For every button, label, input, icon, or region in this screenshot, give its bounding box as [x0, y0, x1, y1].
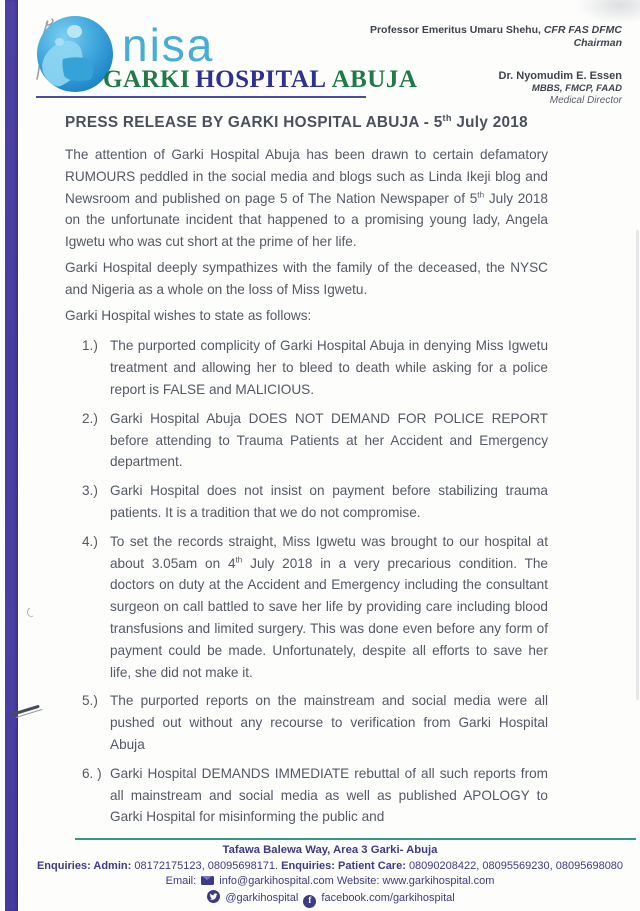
twitter-handle: @garkihospital — [225, 891, 299, 904]
brand-name: nisa — [122, 19, 215, 71]
official-medical-director — [370, 70, 622, 106]
website-label: Website: — [336, 875, 380, 888]
list-item-5: 5.) The purported reports on the mainstream and social media were all pushed out without any recourse to verification from Garki Hospital Abuja — [65, 690, 548, 755]
scan-streak — [636, 230, 639, 700]
nisa-globe-icon — [37, 16, 113, 92]
paragraph-states: Garki Hospital wishes to state as follows: — [65, 307, 312, 323]
admin-phone-numbers: 08172175123, 08095698171. — [134, 859, 279, 872]
chairman-role: Chairman — [573, 37, 622, 49]
superscript: th — [442, 112, 452, 123]
list-item-3: 3.) Garki Hospital does not insist on payment before stabilizing trauma patients. It is a tradition that we do not compromise. — [65, 480, 548, 524]
footer-enquiries — [20, 859, 640, 875]
paragraph-sympathy: Garki Hospital deeply sympathizes with the family of the deceased, the NYSC and Nigeria as a whole on the loss of Miss Igwetu. — [65, 259, 548, 297]
superscript: th — [235, 555, 243, 565]
list-item-6: 6. ) Garki Hospital DEMANDS IMMEDIATE rebuttal of all such reports from all mainstream and social media as well as published APOLOGY to Garki Hospital for misinforming the public and — [65, 763, 548, 828]
footer-address: Tafawa Balewa Way, Area 3 Garki- Abuja — [222, 844, 438, 856]
scan-smudge — [575, 0, 640, 24]
hospital-name-garki: GARKI — [103, 66, 191, 93]
item-marker: 2.) — [82, 410, 98, 426]
admin-enquiries-label: Enquiries: Admin: — [36, 859, 132, 872]
patient-phone-numbers: 08090208422, 08095569230, 08095698080 — [408, 859, 624, 872]
footer-social — [20, 890, 640, 908]
director-credentials: MBBS, FMCP, FAAD — [531, 83, 622, 94]
scan-c-mark — [26, 606, 38, 618]
scan-left-bar — [5, 0, 18, 911]
chairman-credentials: CFR FAS DFMC — [543, 24, 622, 36]
website-url: www.garkihospital.com — [382, 875, 495, 888]
hospital-name-hospital: HOSPITAL — [195, 66, 327, 93]
director-name: Dr. Nyomudim E. Essen — [498, 70, 622, 82]
list-item-4: 4.) To set the records straight, Miss Igwetu was brought to our hospital at about 3.05am on 4th July 2018 in a very precarious condition. The doctors on duty at the Accident and Emergency including the consultant surgeon on call battled to save her life by providing care including blood transfusions and limited surgery. This was done even before any form of payment could be made. Unfortunately, despite all efforts to save her life, she did not make it. — [65, 531, 548, 684]
paragraph-intro: The attention of Garki Hospital Abuja has been drawn to certain defamatory RUMOURS peddled in the social media and blogs such as Linda Ikeji blog and Newsroom and published on page 5 of The Nation Newspaper of 5th July 2018 on the unfortunate incident that happened to a promising young lady, Angela Igwetu who was cut short at the prime of her life. — [65, 147, 548, 250]
facebook-url: facebook.com/garkihospital — [321, 891, 455, 904]
letterhead-rule — [36, 96, 366, 98]
twitter-icon — [207, 890, 220, 903]
facebook-icon: f — [303, 895, 316, 908]
officials-block — [370, 24, 622, 106]
patient-enquiries-label: Enquiries: Patient Care: — [281, 859, 406, 872]
footer — [20, 843, 640, 908]
official-chairman — [370, 24, 622, 49]
director-role: Medical Director — [549, 95, 622, 106]
chairman-name: Professor Emeritus Umaru Shehu, — [369, 24, 541, 36]
footer-rule — [75, 838, 636, 840]
email-label: Email: — [165, 875, 197, 888]
envelope-icon — [201, 876, 214, 885]
item-marker: 4.) — [82, 533, 98, 549]
item-marker: 1.) — [82, 338, 98, 354]
list-item-1: 1.) The purported complicity of Garki Hospital Abuja in denying Miss Igwetu treatment and allowing her to bleed to death while asking for a police report is FALSE and MALICIOUS. — [65, 335, 548, 400]
numbered-list — [65, 335, 548, 828]
hospital-name-abuja: ABUJA — [331, 66, 418, 93]
list-item-2: 2.) Garki Hospital Abuja DOES NOT DEMAND FOR POLICE REPORT before attending to Trauma Patients at her Accident and Emergency department. — [65, 408, 548, 473]
item-marker: 3.) — [82, 483, 98, 499]
item-marker: 5.) — [82, 693, 98, 709]
superscript: th — [477, 190, 485, 200]
footer-contact — [20, 874, 640, 890]
email-address: info@garkihospital.com — [219, 875, 334, 888]
document-title: PRESS RELEASE BY GARKI HOSPITAL ABUJA - 5th July 2018 — [65, 112, 528, 131]
document-body — [65, 114, 548, 828]
item-marker: 6. ) — [82, 765, 102, 781]
